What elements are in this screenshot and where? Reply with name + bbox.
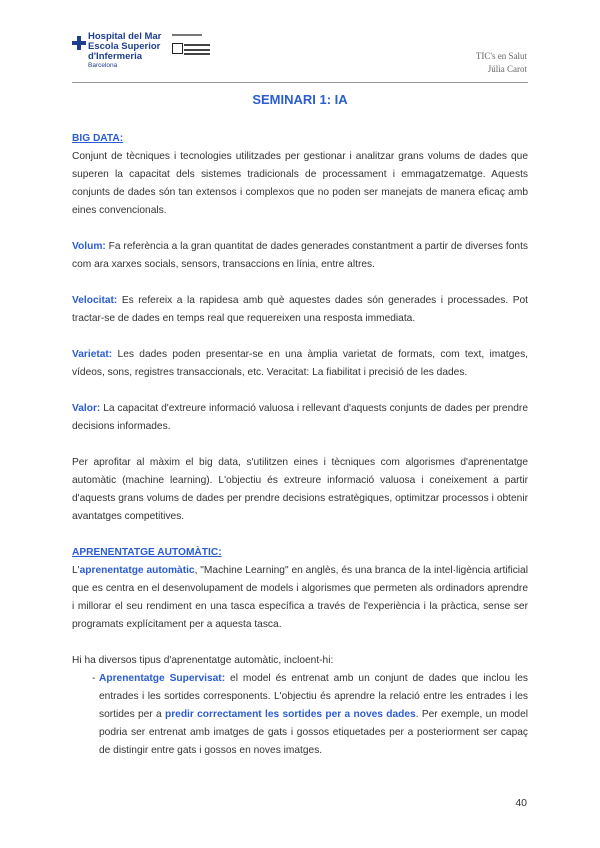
supervised-text-2: . Per exemple, un model podria ser entrenat amb imatges de gats i gossos etiquetades per a posteriorment ser capaç de distingir entre gats i gossos en noves imatges. <box>99 709 529 756</box>
ml-heading: APRENENTATGE AUTOMÀTIC: <box>72 547 222 558</box>
varietat-text: Les dades poden presentar-se en una àmplia varietat de formats, com text, imatges, vídeos, sons, registres transaccionals, etc. Veracitat: La fiabilitat i precisió de les dades. <box>72 349 528 378</box>
big-data-closing: Per aprofitar al màxim el big data, s'utilitzen eines i tècniques com algorismes d'aprenentatge automàtic (machine learning). L'objectiu és extreure informació valuosa i coneixement a partir d'aquests grans volums de dades per prendre decisions estratègiques, optimitzar processos i obtenir avantatges competitives. <box>72 457 528 522</box>
list-item <box>72 670 528 760</box>
volum-text: Fa referència a la gran quantitat de dades generades constantment a partir de diverses fonts com ara xarxes socials, sensors, transaccions en línia, entre altres. <box>72 241 528 270</box>
header-divider <box>72 82 528 83</box>
ml-term: aprenentatge automàtic <box>79 565 195 576</box>
valor-paragraph <box>72 400 528 436</box>
velocitat-paragraph <box>72 292 528 328</box>
varietat-paragraph <box>72 346 528 382</box>
varietat-term: Varietat: <box>72 349 113 360</box>
valor-term: Valor: <box>72 403 101 414</box>
logo-line-1: Hospital del Mar <box>88 31 162 42</box>
supervised-text-1: el model és entrenat amb un conjunt de dades que inclou les entrades i les sortides corresponents. L'objectiu és aprendre la relació entre les entrades i les sortides per a <box>99 673 528 720</box>
ml-intro: L'aprenentatge automàtic, "Machine Learning" en anglès, és una branca de la intel·ligència artificial que es centra en el desenvolupament de models i algorismes que permeten als ordinadors aprendre i millorar el seu rendiment en una tasca específica a través de l'experiència i la pràctica, sense ser programats explícitament per a aquesta tasca. <box>72 565 528 630</box>
cross-icon <box>72 36 86 50</box>
supervised-term: Aprenentatge Supervisat: <box>99 673 226 684</box>
page-number: 40 <box>515 797 527 809</box>
header-info <box>476 50 527 76</box>
logo-city: Barcelona <box>88 62 118 70</box>
logo-line-3: d'Infermeria <box>88 50 142 62</box>
valor-text: La capacitat d'extreure informació valuosa i rellevant d'aquests conjunts de dades per prendre decisions informades. <box>72 403 528 432</box>
supervised-highlight: predir correctament les sortides per a noves dades <box>164 709 416 720</box>
velocitat-term: Velocitat: <box>72 295 118 306</box>
author-name: Júlia Carot <box>487 64 527 74</box>
ml-intro-text: , "Machine Learning" en anglès, és una branca de la intel·ligència artificial que es centra en el desenvolupament de models i algorismes que permeten als ordinadors aprendre i millorar el seu rendiment en una tasca específica a través de l'experiència i la pràctica, sense ser programats explícitament per a aquesta tasca. <box>72 565 528 630</box>
big-data-heading: BIG DATA: <box>72 133 124 144</box>
university-logo-icon <box>172 34 216 64</box>
bullet-dash: - <box>92 673 96 684</box>
big-data-intro: Conjunt de tècniques i tecnologies utilitzades per gestionar i analitzar grans volums de dades que superen la capacitat dels sistemes tradicionals de processament i emmagatzematge. Aquests conjunts de dades són tan extensos i complexos que no poden ser manejats de manera eficaç amb eines convencionals. <box>72 151 528 216</box>
logo-line-2: Escola Superior <box>88 40 161 52</box>
ml-types-list <box>72 670 528 760</box>
hospital-del-mar-logo <box>72 30 222 72</box>
course-name: TIC's en Salut <box>475 51 527 61</box>
velocitat-text: Es refereix a la rapidesa amb què aquestes dades són generades i processades. Pot tractar-se de dades en temps real que requereixen una resposta immediata. <box>72 295 528 324</box>
ml-types-intro: Hi ha diversos tipus d'aprenentatge automàtic, incloent-hi: <box>72 655 334 666</box>
volum-term: Volum: <box>72 241 106 252</box>
page-title: SEMINARI 1: IA <box>252 92 348 107</box>
document-body <box>72 130 528 760</box>
volum-paragraph <box>72 238 528 274</box>
